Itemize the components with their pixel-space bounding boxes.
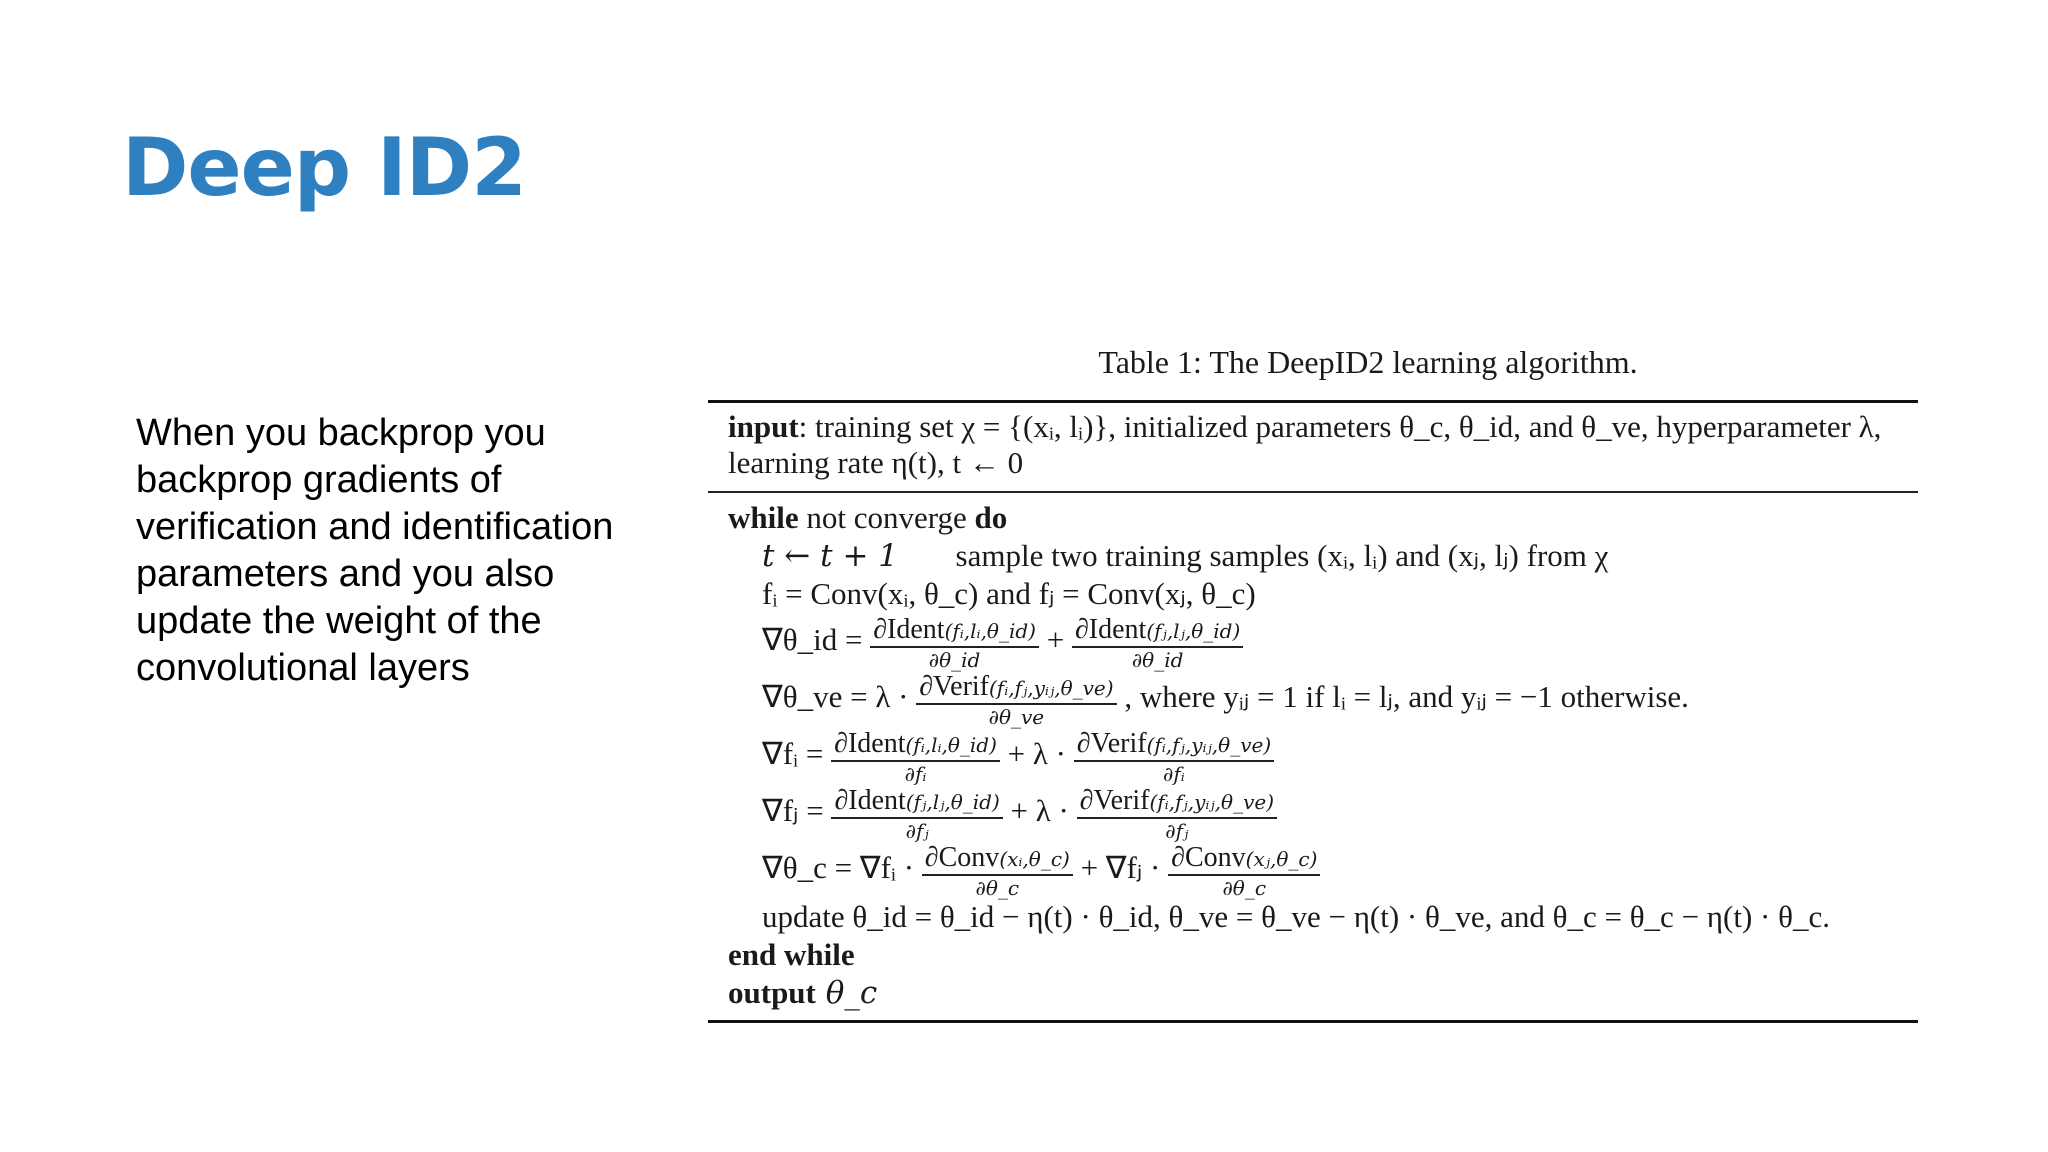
algorithm-input [708, 403, 1918, 491]
grad-c-fraction-1 [922, 841, 1073, 900]
grad-c-frac2-args: (xⱼ,θ_c) [1245, 846, 1318, 871]
grad-c-frac2-den: ∂θ_c [1222, 875, 1267, 900]
grad-fj-fraction-1 [831, 784, 1002, 843]
while-condition: not converge [798, 500, 975, 535]
step-increment: t ← t + 1 [762, 538, 899, 574]
grad-fi-frac1-args: (fᵢ,lᵢ,θ_id) [905, 732, 997, 757]
grad-id-frac2-den: ∂θ_id [1131, 647, 1184, 672]
grad-c-lhs: ∇θ_c = ∇fᵢ · [762, 850, 922, 885]
grad-ve-lhs: ∇θ_ve = λ · [762, 679, 917, 714]
grad-fj-frac2-den: ∂fⱼ [1165, 818, 1189, 843]
grad-ve-where: , where yᵢⱼ = 1 if lᵢ = lⱼ, and yᵢⱼ = −1 otherwise. [1124, 679, 1689, 714]
grad-c-mid: + ∇fⱼ · [1080, 850, 1169, 885]
grad-ve-frac-num: ∂Verif [919, 670, 989, 702]
grad-fi-frac1-den: ∂fᵢ [904, 761, 927, 786]
grad-c-frac1-args: (xᵢ,θ_c) [999, 846, 1070, 871]
grad-fj-fraction-2 [1077, 784, 1277, 843]
while-line [728, 499, 1898, 537]
grad-id-fraction-1 [870, 613, 1039, 672]
step-conv: fᵢ = Conv(xᵢ, θ_c) and fⱼ = Conv(xⱼ, θ_c) [762, 576, 1256, 611]
grad-id-frac1-den: ∂θ_id [928, 647, 981, 672]
input-text: : training set χ = {(xᵢ, lᵢ)}, initialized parameters θ_c, θ_id, and θ_ve, hyperparameter λ, learning rate η(t), t ← 0 [728, 409, 1882, 480]
grad-fi-fraction-1 [831, 727, 1000, 786]
slide-title: Deep ID2 [122, 121, 526, 214]
grad-theta-c-line [728, 841, 1898, 898]
step-sample: sample two training samples (xᵢ, lᵢ) and (xⱼ, lⱼ) from χ [955, 538, 1609, 573]
grad-ve-fraction [916, 670, 1116, 729]
grad-id-lhs: ∇θ_id = [762, 622, 871, 657]
grad-id-fraction-2 [1072, 613, 1243, 672]
grad-fi-lhs: ∇fᵢ = [762, 736, 832, 771]
grad-theta-id-line [728, 613, 1898, 670]
grad-c-frac1-den: ∂θ_c [975, 875, 1020, 900]
update-line [728, 898, 1898, 936]
grad-fj-frac1-args: (fⱼ,lⱼ,θ_id) [905, 789, 1000, 814]
grad-fi-fraction-2 [1074, 727, 1274, 786]
grad-fj-mid: + λ · [1010, 793, 1077, 828]
grad-fj-frac1-den: ∂fⱼ [905, 818, 929, 843]
grad-fi-frac2-num: ∂Verif [1076, 727, 1147, 759]
grad-id-frac1-args: (fᵢ,lᵢ,θ_id) [944, 618, 1036, 643]
grad-id-frac1-num: ∂Ident [873, 613, 945, 645]
slide-body-text: When you backprop you backprop gradients of verification and identification parameters and you also update the weight of the convolutional layers [136, 412, 614, 689]
grad-id-plus: + [1046, 622, 1072, 657]
grad-fj-frac2-num: ∂Verif [1079, 784, 1150, 816]
grad-fi-frac2-den: ∂fᵢ [1163, 761, 1185, 786]
output-keyword: output [728, 975, 816, 1010]
grad-fi-mid: + λ · [1007, 736, 1074, 771]
table-bottom-rule [708, 1020, 1918, 1023]
output-line [728, 974, 1898, 1012]
grad-fj-frac1-num: ∂Ident [834, 784, 906, 816]
algorithm-loop [708, 493, 1918, 1020]
end-while-line [728, 936, 1898, 974]
grad-fi-frac2-args: (fᵢ,fⱼ,yᵢⱼ,θ_ve) [1146, 732, 1272, 757]
update-text: update θ_id = θ_id − η(t) · θ_id, θ_ve = θ_ve − η(t) · θ_ve, and θ_c = θ_c − η(t) · θ_c. [762, 899, 1830, 934]
grad-id-frac2-args: (fⱼ,lⱼ,θ_id) [1146, 618, 1241, 643]
grad-c-frac2-num: ∂Conv [1171, 841, 1246, 873]
grad-ve-frac-den: ∂θ_ve [988, 704, 1045, 729]
do-keyword: do [974, 500, 1008, 535]
end-while-keyword: end while [728, 937, 855, 972]
grad-fj-frac2-args: (fᵢ,fⱼ,yᵢⱼ,θ_ve) [1149, 789, 1275, 814]
output-value: θ_c [815, 975, 878, 1011]
grad-fi-line [728, 727, 1898, 784]
grad-c-frac1-num: ∂Conv [924, 841, 1000, 873]
sample-line [728, 537, 1898, 575]
conv-line [728, 575, 1898, 613]
grad-fi-frac1-num: ∂Ident [834, 727, 906, 759]
input-keyword: input [728, 409, 799, 444]
grad-fj-lhs: ∇fⱼ = [762, 793, 832, 828]
grad-theta-ve-line [728, 670, 1898, 727]
grad-ve-frac-args: (fᵢ,fⱼ,yᵢⱼ,θ_ve) [989, 675, 1114, 700]
while-keyword: while [728, 500, 799, 535]
algorithm-table [708, 340, 1918, 1023]
grad-fj-line [728, 784, 1898, 841]
grad-id-frac2-num: ∂Ident [1074, 613, 1147, 645]
table-caption: Table 1: The DeepID2 learning algorithm. [1098, 344, 1638, 380]
grad-c-fraction-2 [1168, 841, 1320, 900]
